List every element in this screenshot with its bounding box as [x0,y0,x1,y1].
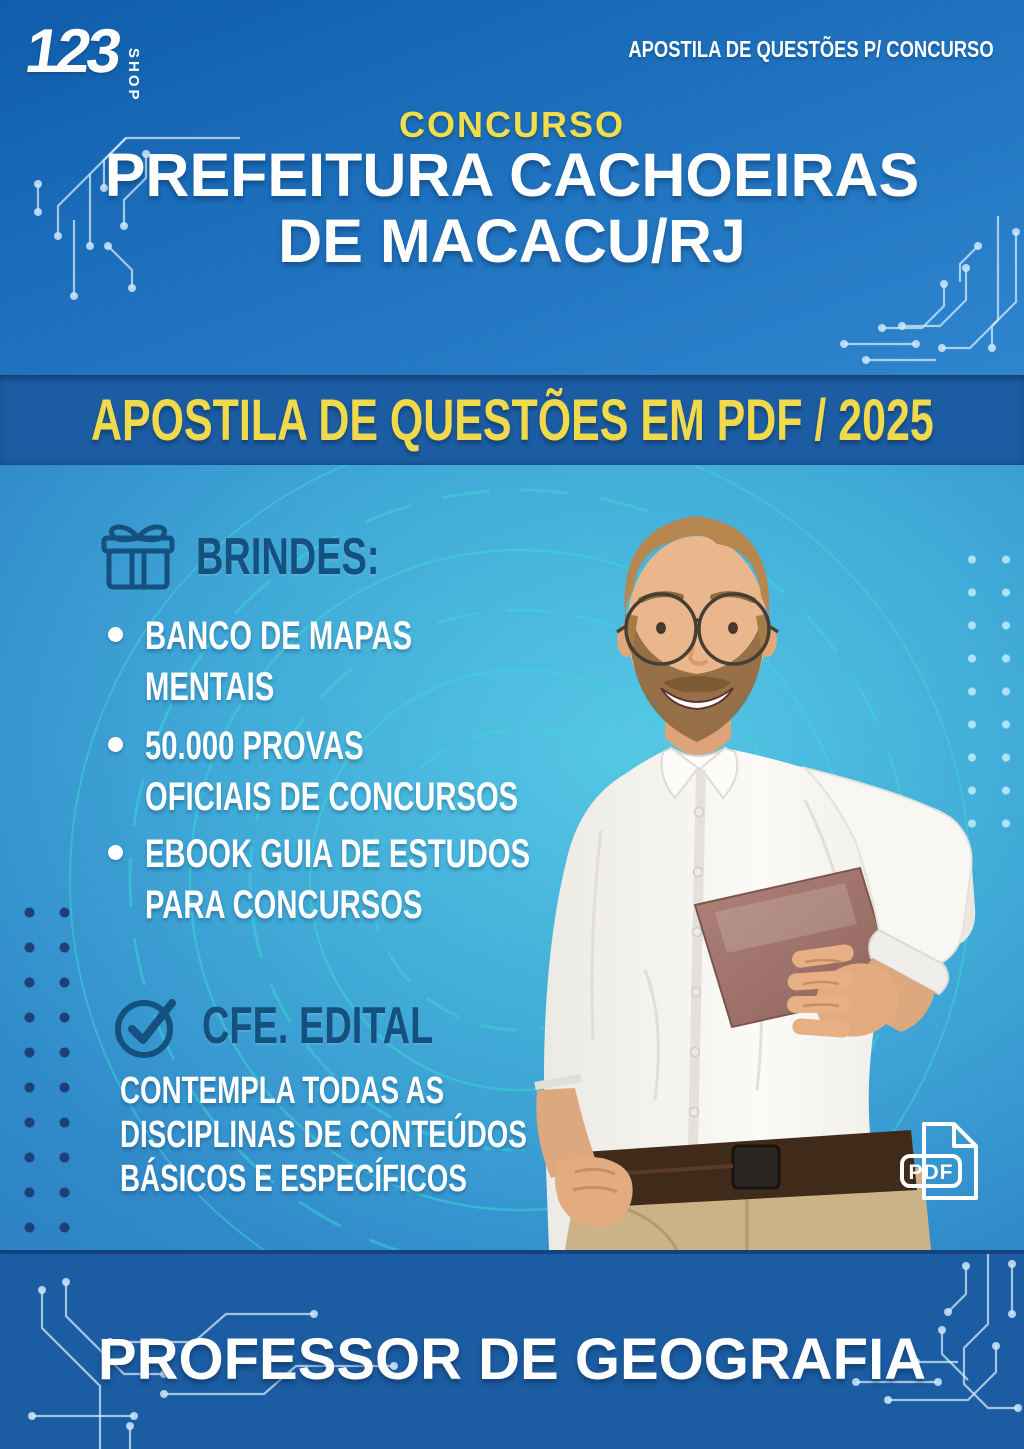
dot-grid-left [12,895,88,1240]
footer-title: PROFESSOR DE GEOGRAFIA [97,1327,927,1392]
content-section [0,465,1024,1250]
title-line-2: DE MACACU/RJ [278,207,746,275]
brindes-heading: BRINDES: [196,528,380,586]
belt-buckle [733,1146,779,1188]
paragraph-line: DISCIPLINAS DE CONTEÚDOS [120,1114,527,1156]
kicker: CONCURSO [398,104,625,145]
pdf-icon-label: PDF [908,1161,954,1184]
paragraph-line: BÁSICOS E ESPECÍFICOS [120,1158,467,1200]
bullet-dot [108,737,123,752]
list-item-text: BANCO DE MAPAS MENTAIS [145,614,413,709]
top-right-label: APOSTILA DE QUESTÕES P/ CONCURSO [628,36,994,62]
list-item [108,829,672,931]
edital-heading: CFE. EDITAL [202,997,434,1055]
header-section [0,0,1024,375]
instructor-head [617,516,778,742]
list-item [108,611,511,713]
brindes-header [100,521,447,593]
page-title [0,142,1024,274]
apostila-banner [0,375,1024,465]
logo-number: 123 [21,17,123,86]
logo [21,17,142,103]
paragraph-line: CONTEMPLA TODAS AS [120,1070,445,1112]
list-item [108,721,656,823]
bullet-dot [108,627,123,642]
bullet-dot [108,845,123,860]
apostila-banner-text: APOSTILA DE QUESTÕES EM PDF / 2025 [90,387,934,453]
edital-paragraph [120,1069,677,1201]
list-item-text: EBOOK GUIA DE ESTUDOS PARA CONCURSOS [145,832,531,927]
title-line-1: PREFEITURA CACHOEIRAS [104,141,920,209]
pdf-icon [898,1120,984,1202]
check-icon [112,993,182,1059]
list-item-text: 50.000 PROVAS OFICIAIS DE CONCURSOS [145,724,519,819]
edital-header [112,993,519,1059]
footer-banner [0,1250,1024,1449]
logo-shop-label: SHOP [125,48,142,103]
gift-icon [100,521,176,593]
